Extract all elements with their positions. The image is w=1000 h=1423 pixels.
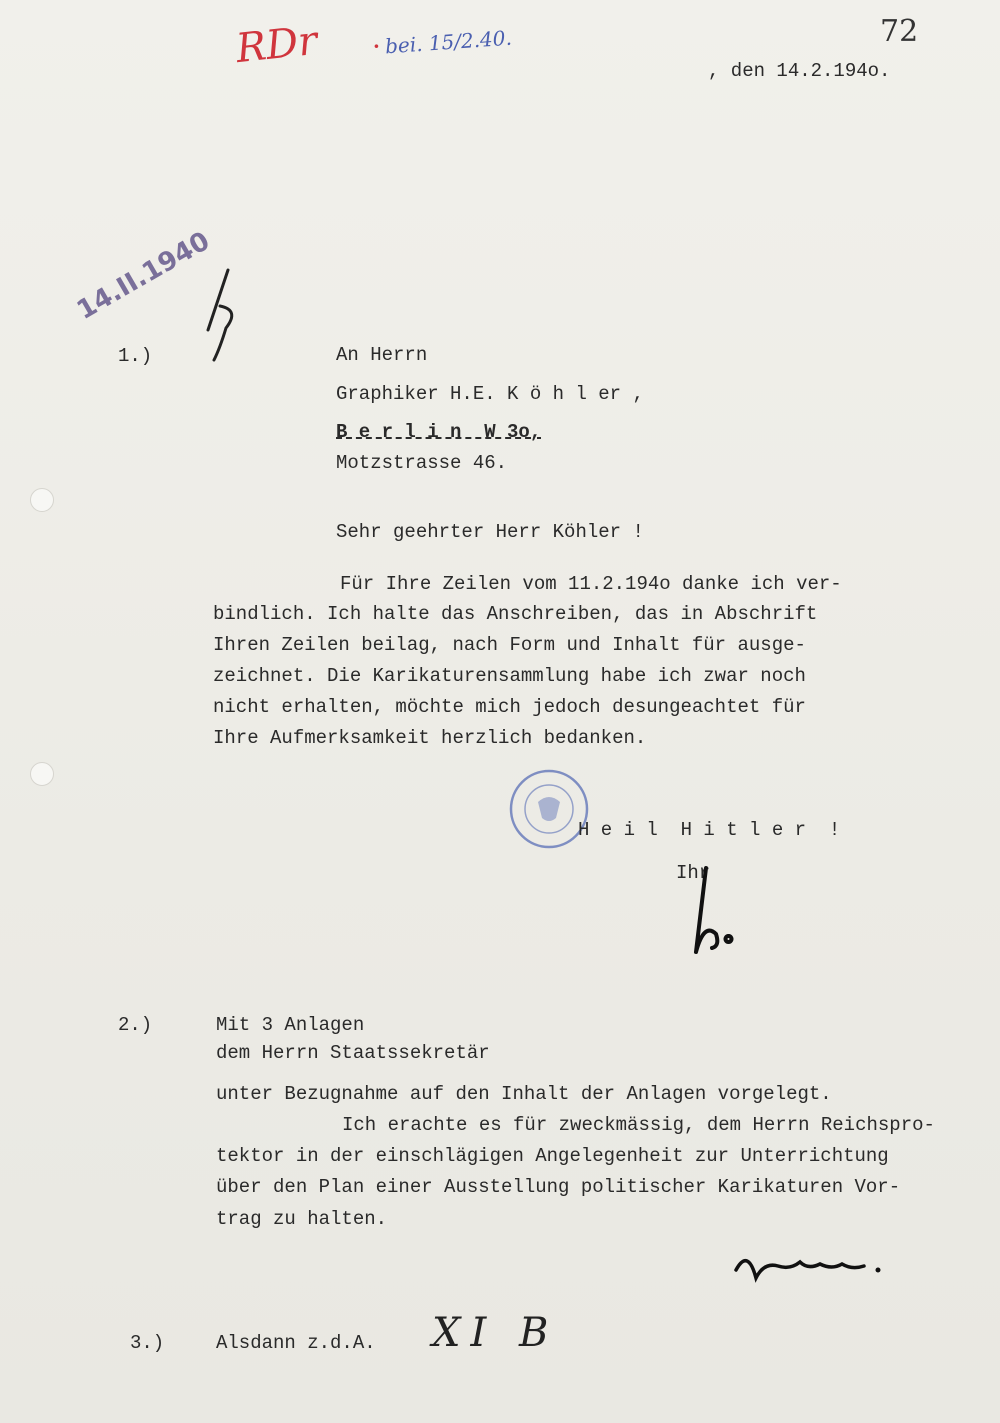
punch-hole-top [30,488,54,512]
signature-icon [728,1240,888,1290]
item-number-one: 1.) [118,345,153,367]
blue-pencil-note: bei. 15/2.40. [384,25,513,59]
receipt-stamp: 14.II.1940 [72,226,215,326]
address-line-2: Graphiker H.E. K ö h l er , [336,383,644,405]
filing-mark: XI B [432,1310,559,1356]
section2-line: Mit 3 Anlagen [216,1014,365,1036]
address-line-4: Motzstrasse 46. [336,452,508,474]
closing-ihr: Ihr [676,862,711,884]
address-line-3: B e r l i n W 3o, [336,421,542,443]
body-line: nicht erhalten, möchte mich jedoch desungeachtet für [213,696,806,718]
signature-initial-icon [676,862,746,962]
item-number-two: 2.) [118,1014,153,1036]
body-line: Ihre Aufmerksamkeit herzlich bedanken. [213,727,647,749]
section2-body-line: Ich erachte es für zweckmässig, dem Herrn Reichspro- [342,1114,935,1136]
handwritten-stroke-icon [190,268,240,363]
body-line: Ihren Zeilen beilag, nach Form und Inhalt für ausge- [213,634,806,656]
address-line-1: An Herrn [336,344,428,366]
page-number: 72 [880,14,919,49]
section3-text: Alsdann z.d.A. [216,1332,376,1354]
red-dot: · [372,30,381,63]
section2-body-line: trag zu halten. [216,1208,388,1230]
section2-body-line: tektor in der einschlägigen Angelegenheit zur Unterrichtung [216,1145,889,1167]
item-number-three: 3.) [130,1332,165,1354]
body-line: zeichnet. Die Karikaturensammlung habe ich zwar noch [213,665,806,687]
section2-body-line: über den Plan einer Ausstellung politischer Karikaturen Vor- [216,1176,901,1198]
red-initials: RDr [233,17,320,73]
body-line: bindlich. Ich halte das Anschreiben, das in Abschrift [213,603,818,625]
section2-body-line: unter Bezugnahme auf den Inhalt der Anlagen vorgelegt. [216,1083,832,1105]
section2-line: dem Herrn Staatssekretär [216,1042,490,1064]
date-line: , den 14.2.194o. [708,60,891,82]
salutation: Sehr geehrter Herr Köhler ! [336,521,644,543]
closing-greeting: H e i l H i t l e r ! [578,819,841,841]
body-line: Für Ihre Zeilen vom 11.2.194o danke ich ver- [340,573,842,595]
punch-hole-bottom [30,762,54,786]
